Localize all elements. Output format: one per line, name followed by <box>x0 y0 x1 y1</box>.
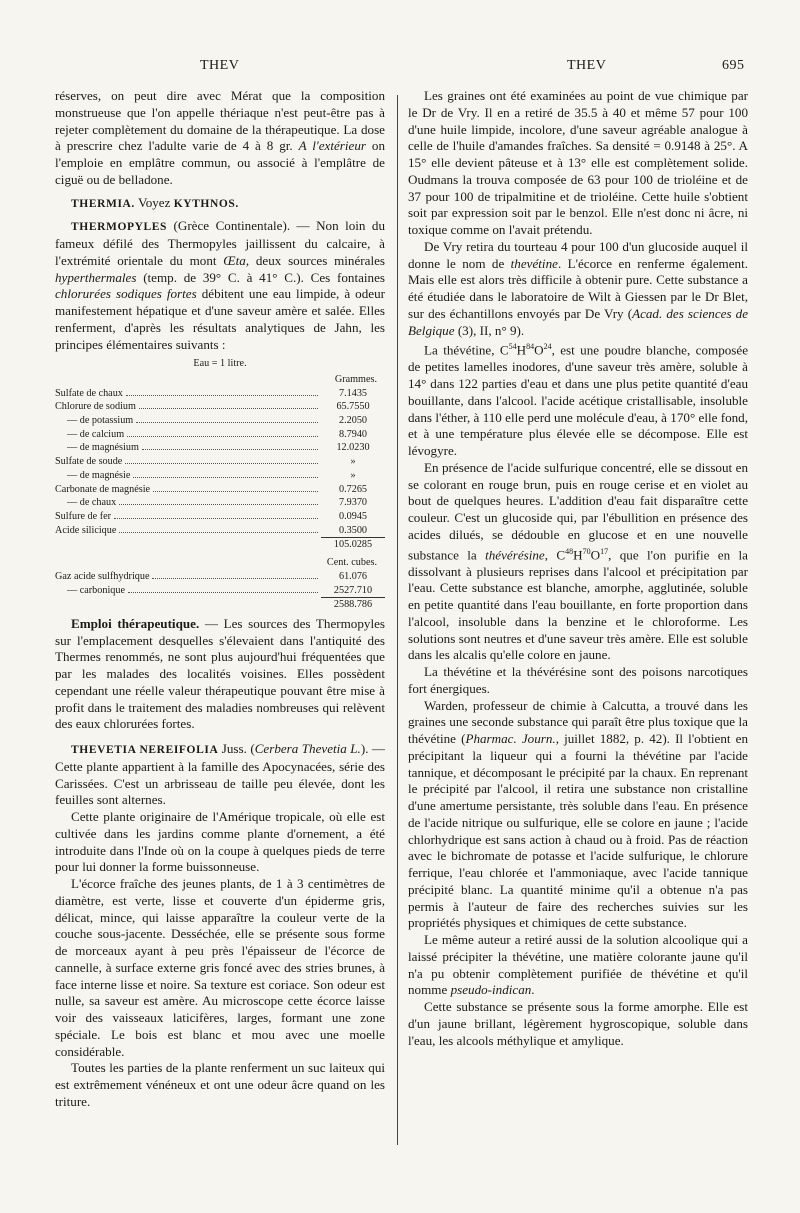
table-row <box>55 414 385 428</box>
table-row <box>55 387 385 401</box>
table-row-value: 0.3500 <box>338 524 367 536</box>
mineral-analysis-table <box>55 357 385 612</box>
table-row-name: — de magnésie <box>67 469 131 481</box>
table-unit-grams: Grammes. <box>334 373 377 385</box>
table-row <box>55 510 385 524</box>
table-row <box>55 524 385 538</box>
paragraph-emploi: Emploi thérapeutique. — Les sources des Thermopyles sur l'emplacement desquelles s'élevaient dans l'antiquité des Thermes renommés, ne sont plus aujourd'hui fréquentées que par les malades des localités voisines. Elles possèdent cependant une réelle valeur thérapeutique pouvant être mise à profit dans le traitement des maladies nombreuses qui relèvent des eaux chlorurées fortes. <box>55 615 385 732</box>
paragraph-toutes: Toutes les parties de la plante renferment un suc laiteux qui est extrêmement vénéneux et ont une odeur âcre quand on les triture. <box>55 1060 385 1109</box>
table-row <box>55 584 385 598</box>
table-row-name: Chlorure de sodium <box>55 401 136 413</box>
paragraph-thevetine: La thévétine, $C^{54}H^{84}O^{24}$, est une poudre blanche, composée de petites lamelles inodores, d'une saveur très amère, soluble à 14° dans 122 parties d'eau et dans une plus petite quantité d'eau bouillante, dans l'alcool. l'acide acétique cristallisable, insoluble dans l'éther, à 110 elle perd une molécule d'eau, à 170° elle fond, et à une température plus élevée elle se décompose. Elle est lévogyre. <box>408 342 749 459</box>
paragraph-origin: Cette plante originaire de l'Amérique tropicale, où elle est cultivée dans les jardins comme plante d'ornement, a été introduite dans l'Inde où on la coupe à quelques pieds de terre pour lui donner la forme buissonneuse. <box>55 809 385 875</box>
subhead-emploi: Emploi thérapeutique. <box>71 615 200 631</box>
paragraph-poisons: La thévétine et la thévérésine sont des poisons narcotiques fort énergiques. <box>408 664 748 696</box>
paragraph-warden: Warden, professeur de chimie à Calcutta, a trouvé dans les graines une seconde substance qui paraît être plus toxique que la thévétine (Pharmac. Journ., juillet 1882, p. 42). Il l'obtient en précipitant la liqueur qui a fourni la thévétine par l'acide tannique, et décomposant le précipité par la chaux. En reprenant le précipité par l'alcool, il retira une substance non cristalline d'une amertume persistante, très soluble dans l'eau. En présence de l'acide nitrique ou sulfurique, elle se colore en jaune ; l'acide chlorhydrique est sans action à chaud ou à froid. Pas de réaction avec le bichromate de potasse et l'acide sulfurique, le chlorure ferrique, l'eau chlorée et l'ammoniaque, avec l'acide tannique précipité blanc. La quantité minime qu'il a obtenue n'a pas permis à l'auteur de faire des recherches suivies sur les propriétés physiques et chimiques de cette substance. <box>408 697 749 931</box>
table-row-value: 7.1435 <box>338 387 367 399</box>
entry-thermia: THERMIA. Voyez KYTHNOS. <box>71 194 239 210</box>
table-row-name: Sulfate de chaux <box>55 387 123 399</box>
table-row <box>55 441 385 455</box>
table-row <box>55 483 385 497</box>
table-row-name: — de magnésium <box>67 442 139 454</box>
table-row-value: 12.0230 <box>336 442 370 454</box>
table-row-name: Sulfure de fer <box>55 510 112 522</box>
table-unit-cc: Cent. cubes. <box>326 557 377 569</box>
table-row-value: » <box>350 456 356 468</box>
table-row-value: 0.7265 <box>338 483 367 495</box>
paragraph-meme-auteur: Le même auteur a retiré aussi de la solution alcoolique qui a laissé précipiter la thévétine, une matière colorante jaune qu'il n'a pu obtenir complètement purifiée de thévétine et qu'il nomme pseudo-indican. <box>408 932 748 998</box>
table-row-value: 0.0945 <box>338 510 367 522</box>
table-row <box>55 570 385 584</box>
entry-thermopyles: THERMOPYLES (Grèce Continentale). — Non loin du fameux défilé des Thermopyles jaillissent du calcaire, à l'extrémité orientale du mont Œta, deux sources minérales hyperthermales (temp. de 39° C. à 41° C.). Ces fontaines chlorurées sodiques fortes débitent une eau limpide, à odeur manifestement hépatique et d'une saveur amère et salée. Elles renferment, d'après les résultats analytiques de Jahn, les principes élémentaires suivants : <box>55 218 385 352</box>
left-column <box>55 88 385 1111</box>
paragraph-theriaque: réserves, on peut dire avec Mérat que la composition monstrueuse que l'on appelle thériaque n'est peut-être pas à rejeter complètement du domaine de la thérapeutique. La dose à prescrire chez l'adulte varie de 4 à 8 gr. A l'extérieur on l'emploie en emplâtre commun, ou associé à l'emplâtre de ciguë ou de belladone. <box>55 88 385 187</box>
table-row-value: 61.076 <box>338 570 367 582</box>
table-row-name: Carbonate de magnésie <box>55 483 151 495</box>
header-left-title: THEV <box>200 58 240 73</box>
headword-thermia: THERMIA. <box>71 197 135 210</box>
entry-thevetia: THEVETIA NEREIFOLIA Juss. (Cerbera Thevetia L.). — Cette plante appartient à la famille des Apocynacées, série des Carissées. C'est un arbrisseau de taille peu élevée, dont les feuilles sont alternes. <box>55 741 385 808</box>
cross-ref-kythnos: KYTHNOS. <box>173 197 239 210</box>
table-row-name: — de chaux <box>67 497 117 509</box>
headword-thermopyles: THERMOPYLES <box>71 221 168 234</box>
table-row-value: 65.7550 <box>336 401 370 413</box>
header-right-title: THEV <box>567 58 607 73</box>
table-row-value: 2527.710 <box>333 584 373 596</box>
table-row <box>55 455 385 469</box>
headword-thevetia: THEVETIA NEREIFOLIA <box>71 744 219 757</box>
table-row-name: Acide silicique <box>55 524 117 536</box>
table-row-name: Sulfate de soude <box>55 456 123 468</box>
table-row-name: — carbonique <box>67 584 125 596</box>
table-total-grams: 105.0285 <box>55 537 385 552</box>
table-row-value: 7.9370 <box>338 497 367 509</box>
column-rule <box>397 95 398 1145</box>
table-row <box>55 400 385 414</box>
right-column <box>408 88 748 1049</box>
paragraph-acide-sulfurique: En présence de l'acide sulfurique concentré, elle se dissout en se colorant en rouge brun, puis en rouge cerise et en violet au bout de quelques heures. L'addition d'eau fait disparaître cette couleur. C'est un glucoside qui, par l'ébullition en présence des acides dilués, se dédouble en glucose et en une nouvelle substance la thévérésine, $C^{48}H^{70}O^{17}$, que l'on purifie en la dissolvant à plusieurs reprises dans l'alcool et précipitation par l'eau. Cette substance est blanche, amorphe, agglutinée, soluble en petite quantité dans l'eau bouillante, en forte proportion dans l'alcool, insoluble dans la benzine et le chloroforme. Les solutions sont neutres et d'une saveur très amère. Elle est soluble dans les alcalis qu'elle colore en jaune. <box>408 459 748 663</box>
paragraph-de-vry: De Vry retira du tourteau 4 pour 100 d'un glucoside auquel il donne le nom de thevétine. L'écorce en renferme également. Mais elle est alors très difficile à obtenir pure. Cette substance a été étudiée dans le laboratoire de Wilt à Giessen par le Dr Blet, sur des échantillons envoyés par De Vry (Acad. des sciences de Belgique (3), II, n° 9). <box>408 238 749 338</box>
table-total-cc: 2588.786 <box>55 597 385 612</box>
paragraph-ecorce: L'écorce fraîche des jeunes plants, de 1 à 3 centimètres de diamètre, est verte, lisse et couverte d'un épiderme gris, délicat, mince, qui laisse apparaître la couleur verte de la couche sous-jacente. Desséchée, elle se présente sous forme de morceaux ayant à peu près l'épaisseur de l'écorce de cannelle, à surface externe gris foncé avec des stries brunes, à face interne lisse et noire. Sa texture est coriace. Son odeur est nulle, sa saveur est amère. Au microscope cette écorce laisse voir des vaisseaux laticifères, larges, formant une zone spéciale. Le bois est blanc et mou avec une moelle considérable. <box>55 876 385 1059</box>
paragraph-graines: Les graines ont été examinées au point de vue chimique par le Dr de Vry. Il en a retiré de 35.5 à 40 et même 57 pour 100 d'une huile limpide, incolore, d'une saveur agréable analogue à celle de l'huile d'amandes fraîches. Sa densité = 0.9148 à 25°. A 15° elle devient pâteuse et à 13° elle est complètement solide. Oudmans la trouva composée de 63 pour 100 de trioléine et de 37 pour 100 de tripalmitine et de trioléine. Cette huile s'obtient soit par expression soit par le benzol. Elle n'est donc ni âcre, ni toxique comme on l'avait prétendu. <box>408 88 748 237</box>
table-row-value: 2.2050 <box>338 415 367 427</box>
table-row-value: » <box>350 469 356 481</box>
table-row-value: 8.7940 <box>338 428 367 440</box>
table-row <box>55 496 385 510</box>
table-row-name: — de calcium <box>67 428 125 440</box>
table-caption: Eau = 1 litre. <box>193 358 247 370</box>
table-row-name: Gaz acide sulfhydrique <box>55 570 150 582</box>
table-row-name: — de potassium <box>67 415 134 427</box>
page-number: 695 <box>722 58 745 73</box>
table-row <box>55 469 385 483</box>
paragraph-amorphe: Cette substance se présente sous la forme amorphe. Elle est d'un jaune brillant, légèrement hygroscopique, soluble dans l'eau, les alcools méthylique et amylique. <box>408 999 748 1048</box>
table-row <box>55 428 385 442</box>
page-header <box>0 58 800 80</box>
